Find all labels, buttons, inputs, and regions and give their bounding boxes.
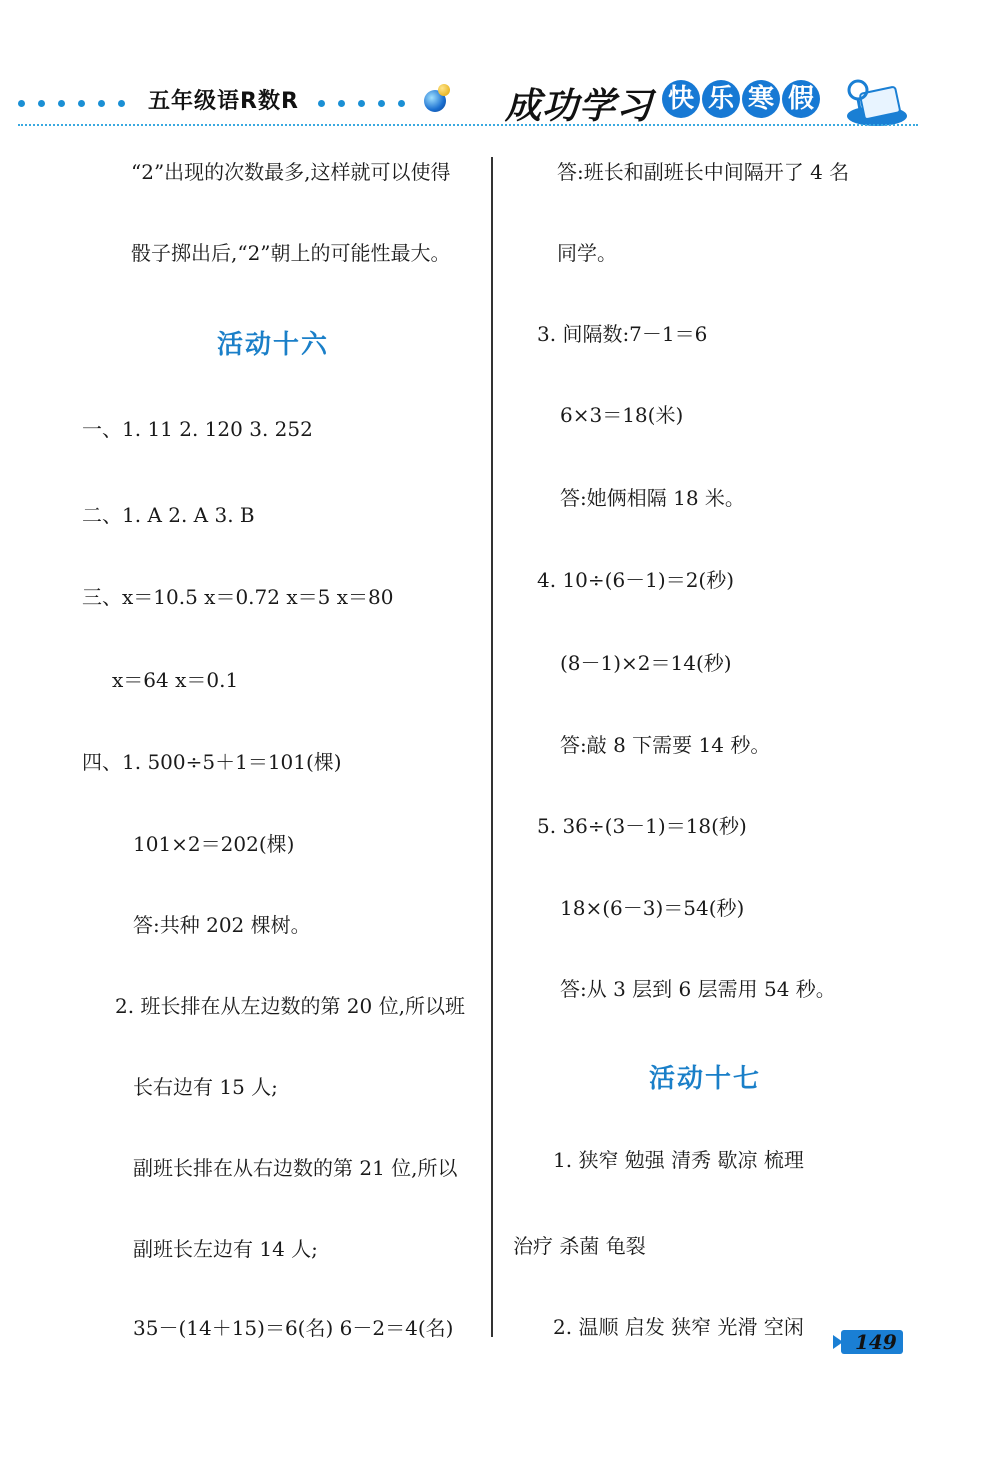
page-number: 149 xyxy=(855,1330,897,1354)
answer-line: 一、1. 11 2. 120 3. 252 xyxy=(82,417,313,441)
answer-line: (8－1)×2＝14(秒) xyxy=(560,651,732,675)
column-divider xyxy=(491,157,493,1337)
answer-line: 答:班长和副班长中间隔开了 4 名 xyxy=(557,160,850,184)
subtitle-char: 假 xyxy=(782,80,820,118)
answer-line: 答:共种 202 棵树。 xyxy=(133,913,311,937)
section-heading: 活动十六 xyxy=(217,330,330,360)
section-heading: 活动十七 xyxy=(649,1064,762,1094)
answer-line: 三、x＝10.5 x＝0.72 x＝5 x＝80 xyxy=(82,585,394,609)
grade-label: 五年级语R数R xyxy=(148,89,299,114)
answer-line: 答:敲 8 下需要 14 秒。 xyxy=(560,733,771,757)
answer-line: 101×2＝202(棵) xyxy=(133,832,295,856)
answer-line: 答:从 3 层到 6 层需用 54 秒。 xyxy=(560,977,836,1001)
answer-line: 2. 班长排在从左边数的第 20 位,所以班 xyxy=(115,994,465,1018)
header-dots-mid xyxy=(318,100,405,110)
arrow-right-icon xyxy=(833,1335,843,1349)
text-line: 骰子掷出后,“2”朝上的可能性最大。 xyxy=(131,241,451,265)
subtitle-char: 乐 xyxy=(702,80,740,118)
answer-line: 2. 温顺 启发 狭窄 光滑 空闲 xyxy=(553,1315,804,1339)
answer-line: 6×3＝18(米) xyxy=(560,403,684,427)
answer-line: 1. 狭窄 勉强 清秀 歇凉 梳理 xyxy=(553,1148,804,1172)
answer-line: 二、1. A 2. A 3. B xyxy=(82,503,255,527)
text-line: “2”出现的次数最多,这样就可以使得 xyxy=(131,160,451,184)
answer-line: 副班长排在从右边数的第 21 位,所以 xyxy=(133,1156,458,1180)
subtitle-char: 寒 xyxy=(742,80,780,118)
answer-line: 4. 10÷(6－1)＝2(秒) xyxy=(537,568,735,592)
answer-line: 答:她俩相隔 18 米。 xyxy=(560,486,745,510)
header-dots-left xyxy=(18,100,125,110)
answer-line: 18×(6－3)＝54(秒) xyxy=(560,896,745,920)
header-rule xyxy=(18,124,918,126)
brand-title: 成功学习 xyxy=(505,86,654,127)
answer-line: 副班长左边有 14 人; xyxy=(133,1237,318,1261)
answer-line: 四、1. 500÷5＋1＝101(棵) xyxy=(82,750,342,774)
small-ball-icon xyxy=(438,84,450,96)
page-number-badge xyxy=(833,1330,903,1358)
notebook-icon xyxy=(842,76,912,128)
answer-line: 5. 36÷(3－1)＝18(秒) xyxy=(537,814,747,838)
answer-line: 同学。 xyxy=(557,241,617,265)
answer-line: x＝64 x＝0.1 xyxy=(112,668,239,692)
subtitle-char: 快 xyxy=(662,80,700,118)
answer-line: 长右边有 15 人; xyxy=(133,1075,278,1099)
answer-line: 3. 间隔数:7－1＝6 xyxy=(537,322,708,346)
answer-line: 治疗 杀菌 龟裂 xyxy=(513,1234,646,1258)
answer-line: 35－(14＋15)＝6(名) 6－2＝4(名) xyxy=(133,1316,454,1340)
brand-subtitle xyxy=(662,80,820,124)
